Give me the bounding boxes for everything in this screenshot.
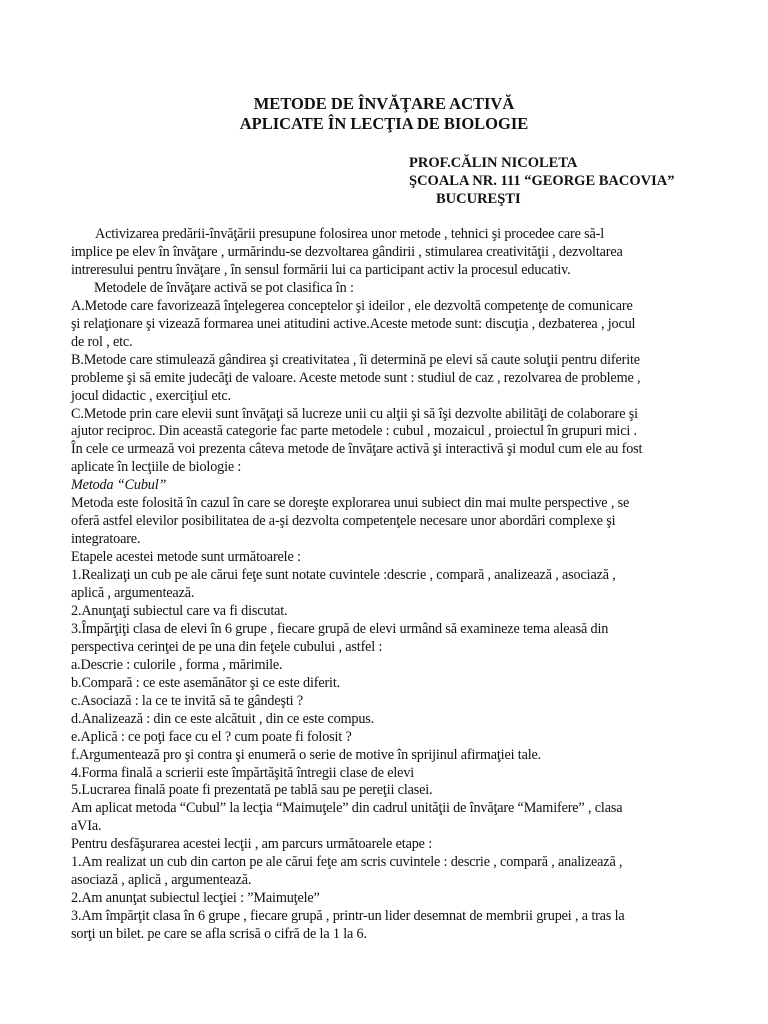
paragraph-line: a.Descrie : culorile , forma , mărimile. (71, 656, 283, 673)
paragraph-line: Am aplicat metoda “Cubul” la lecţia “Maimuţele” din cadrul unităţii de învăţare “Mamifere” , clasa (71, 800, 623, 817)
paragraph-line: 5.Lucrarea finală poate fi prezentată pe tablă sau pe pereţii clasei. (71, 782, 433, 799)
school-name: ŞCOALA NR. 111 “GEORGE BACOVIA” (409, 173, 675, 189)
paragraph-line: 3.Am împărţit clasa în 6 grupe , fiecare grupă , printr-un lider desemnat de membrii grupei , a tras la (71, 908, 625, 925)
paragraph-line: ajutor reciproc. Din această categorie fac parte metodele : cubul , mozaicul , proiectul în grupuri mici . (71, 423, 637, 440)
paragraph-line: integratoare. (71, 531, 141, 548)
paragraph-line: În cele ce urmează voi prezenta câteva metode de învăţare activă şi interactivă şi modul cum ele au fost (71, 441, 643, 458)
paragraph-line: Metoda este folosită în cazul în care se doreşte explorarea unui subiect din mai multe perspective , se (71, 495, 630, 512)
paragraph-line: A.Metode care favorizează înţelegerea conceptelor şi ideilor , ele dezvoltă competenţe de comunicare (71, 297, 633, 314)
paragraph-line: perspectiva cerinţei de pe una din feţele cubului , astfel : (71, 638, 383, 655)
paragraph-line: f.Argumentează pro şi contra şi enumeră o serie de motive în sprijinul afirmaţiei tale. (71, 746, 542, 763)
paragraph-line: aplică , argumentează. (71, 585, 195, 601)
section-heading: Metoda “Cubul” (71, 477, 167, 494)
paragraph-line: şi relaţionare şi vizează formarea unei atitudini active.Aceste metode sunt: discuţia , dezbaterea , jocul (71, 315, 636, 332)
paragraph-line: probleme şi să emite judecăţi de valoare. Aceste metode sunt : studiul de caz , rezolvarea de probleme , (71, 369, 641, 386)
paragraph-line: aplicate în lecţiile de biologie : (71, 459, 242, 476)
paragraph-line: implice pe elev în învăţare , urmărindu-se dezvoltarea gândirii , stimularea creativităţii , dezvoltarea (71, 243, 623, 260)
paragraph-line: e.Aplică : ce poţi face cu el ? cum poate fi folosit ? (71, 728, 352, 745)
paragraph-line: 3.Împărţiţi clasa de elevi în 6 grupe , fiecare grupă de elevi urmând să examineze tema aleasă din (71, 620, 609, 637)
paragraph-line: 2.Anunţaţi subiectul care va fi discutat. (71, 603, 288, 619)
paragraph-line: 1.Am realizat un cub din carton pe ale cărui feţe am scris cuvintele : descrie , compară , analizează , (71, 854, 623, 871)
paragraph-line: de rol , etc. (71, 333, 133, 350)
title-line-1: METODE DE ÎNVĂŢARE ACTIVĂ (253, 94, 515, 113)
paragraph-line: intreresului pentru învăţare , în sensul formării lui ca participant activ la procesul educativ. (71, 261, 571, 278)
paragraph-line: C.Metode prin care elevii sunt învăţaţi să lucreze unii cu alţii şi să îşi dezvolte abilităţi de colaborare şi (71, 405, 638, 422)
paragraph-line: c.Asociază : la ce te invită să te gândeşti ? (71, 692, 303, 709)
paragraph-line: Pentru desfăşurarea acestei lecţii , am parcurs următoarele etape : (71, 836, 433, 853)
author-name: PROF.CĂLIN NICOLETA (409, 155, 578, 171)
paragraph-line: d.Analizează : din ce este alcătuit , din ce este compus. (71, 710, 375, 727)
paragraph-line: 4.Forma finală a scrierii este împărtăşită întregii clase de elevi (71, 764, 415, 781)
city-name: BUCUREŞTI (436, 191, 521, 207)
paragraph-line: sorţi un bilet. pe care se afla scrisă o cifră de la 1 la 6. (71, 926, 367, 942)
paragraph-line: Activizarea predării-învăţării presupune folosirea unor metode , tehnici şi procedee care să-l (95, 226, 605, 242)
paragraph-line: oferă astfel elevilor posibilitatea de a-şi dezvolta competenţele necesare unor abordări complexe şi (71, 513, 616, 530)
title-line-2: APLICATE ÎN LECŢIA DE BIOLOGIE (239, 114, 529, 133)
paragraph-line: Etapele acestei metode sunt următoarele : (71, 549, 301, 566)
paragraph-line: b.Compară : ce este asemănător şi ce este diferit. (71, 674, 341, 691)
paragraph-line: 1.Realizaţi un cub pe ale cărui feţe sunt notate cuvintele :descrie , compară , analizează , asociază , (71, 567, 616, 583)
paragraph-line: Metodele de învăţare activă se pot clasifica în : (94, 279, 354, 296)
paragraph-line: B.Metode care stimulează gândirea şi creativitatea , îi determină pe elevi să caute soluţii pentru diferite (71, 351, 640, 368)
paragraph-line: jocul didactic , exerciţiul etc. (71, 387, 231, 404)
paragraph-line: 2.Am anunţat subiectul lecţiei : ”Maimuţele” (71, 890, 320, 907)
paragraph-line: asociază , aplică , argumentează. (71, 872, 252, 889)
paragraph-line: aVIa. (71, 818, 102, 835)
